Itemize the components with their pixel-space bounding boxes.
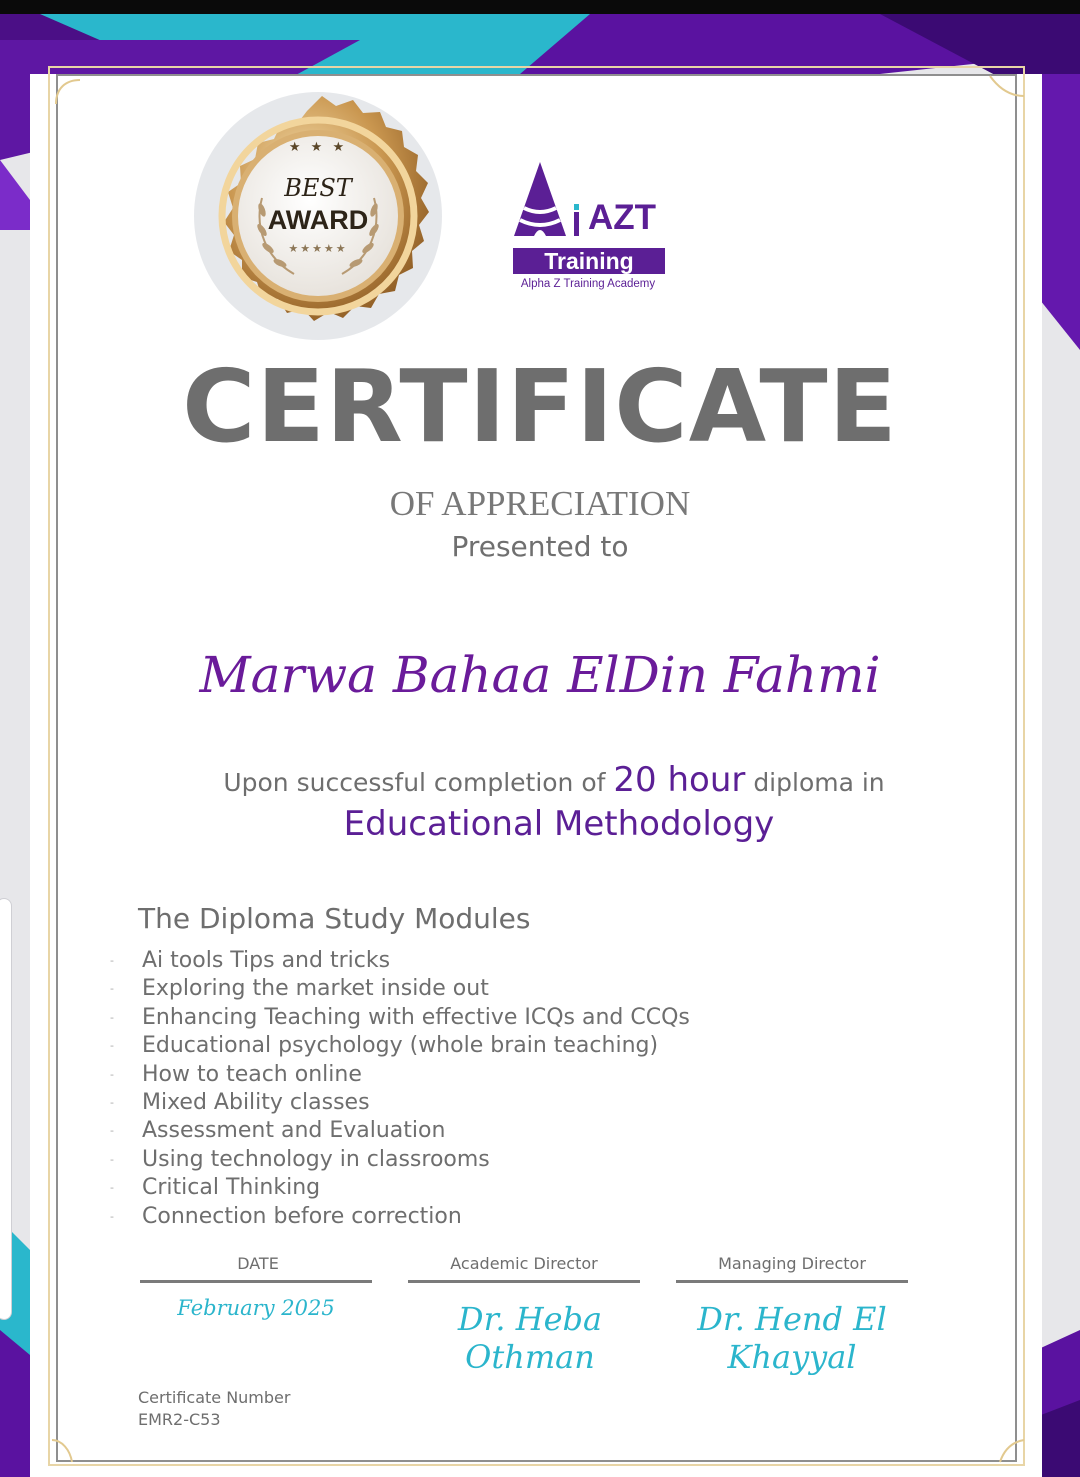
managing-director-line — [676, 1280, 908, 1283]
course-hours: 20 hour — [613, 760, 746, 800]
seal-award-text: AWARD — [267, 205, 369, 235]
side-scroll-tab[interactable] — [0, 898, 12, 1320]
managing-director-label: Managing Director — [718, 1254, 866, 1273]
presented-to: Presented to — [451, 530, 629, 563]
list-item: - Exploring the market inside out — [110, 976, 489, 1002]
azt-training-logo — [512, 160, 672, 296]
academic-director-line — [408, 1280, 640, 1283]
list-item: - Ai tools Tips and tricks — [110, 948, 391, 973]
academic-director-signature: Dr. Heba Othman — [457, 1300, 603, 1376]
date-label: DATE — [237, 1254, 279, 1273]
modules-heading: The Diploma Study Modules — [138, 902, 531, 935]
logo-training: Training — [513, 248, 665, 274]
list-item: - Connection before correction — [110, 1203, 462, 1229]
date-line — [140, 1280, 372, 1283]
list-item: - Mixed Ability classes — [110, 1089, 370, 1115]
list-item: - Educational psychology (whole brain teaching) — [110, 1033, 659, 1059]
recipient-name: Marwa Bahaa ElDin Fahmi — [199, 646, 881, 704]
certificate-number-label: Certificate Number — [138, 1388, 291, 1407]
certificate-subtitle: OF APPRECIATION — [389, 484, 691, 523]
date-value: February 2025 — [177, 1296, 335, 1320]
seal-stars-top: ★ ★ ★ — [288, 140, 348, 155]
completion-statement — [0, 760, 1080, 800]
seal-best-text: BEST — [284, 174, 352, 202]
certificate-title: CERTIFICATE — [182, 348, 898, 465]
modules-list — [110, 947, 690, 1231]
course-name: Educational Methodology — [343, 804, 775, 844]
certificate-number: EMR2-C53 — [138, 1410, 221, 1429]
list-item: - Assessment and Evaluation — [110, 1118, 446, 1144]
list-item: - How to teach online — [110, 1061, 362, 1087]
best-award-seal — [192, 88, 444, 344]
logo-mark-icon — [512, 160, 592, 240]
academic-director-label: Academic Director — [450, 1254, 598, 1273]
seal-stars-bottom: ★★★★★ — [288, 242, 348, 255]
list-item: - Critical Thinking — [110, 1175, 321, 1201]
logo-brand: AZT — [588, 198, 657, 237]
list-item: - Using technology in classrooms — [110, 1146, 490, 1172]
logo-academy-name: Alpha Z Training Academy — [520, 278, 656, 290]
managing-director-signature: Dr. Hend El Khayyal — [697, 1300, 887, 1376]
completion-suffix: diploma in — [753, 768, 885, 797]
completion-prefix: Upon successful completion of — [223, 768, 606, 797]
list-item: - Enhancing Teaching with effective ICQs and CCQs — [110, 1004, 690, 1030]
